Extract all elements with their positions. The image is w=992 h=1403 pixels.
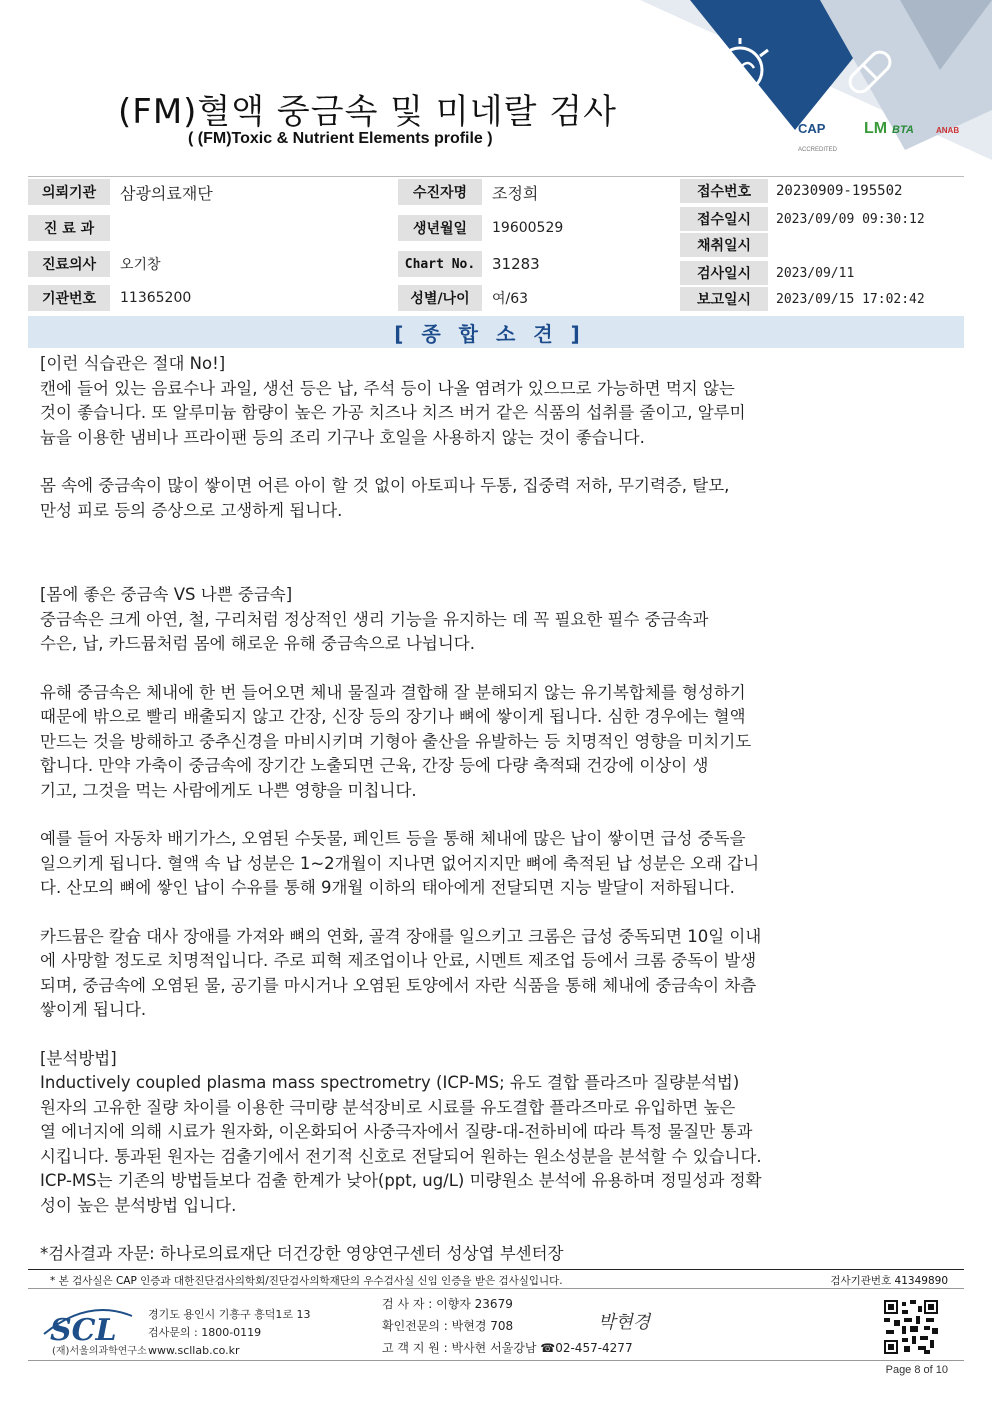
footer-divider: [28, 1269, 964, 1270]
examiner: 검 사 자 : 이향자 23679: [382, 1297, 513, 1311]
doctor-label: 진료의사: [28, 251, 110, 277]
report-title: (FM)혈액 중금속 및 미네랄 검사: [118, 92, 617, 132]
body-line: 만드는 것을 방해하고 중추신경을 마비시키며 기형아 출산을 유발하는 등 치명적인 영향을 미치기도: [40, 731, 752, 751]
anab-logo: ANAB: [936, 126, 960, 135]
patient-info-table: [28, 176, 964, 310]
body-line: 기고, 그것을 먹는 사람에게도 나쁜 영향을 미칩니다.: [40, 780, 417, 800]
body-line: 되며, 중금속에 오염된 물, 공기를 마시거나 오염된 토양에서 자란 식품을 통해 체내에 중금속이 차츰: [40, 975, 757, 995]
confirming-doctor: 확인전문의 : 박현경 708: [382, 1319, 514, 1333]
body-line: 열 에너지에 의해 시료가 원자화, 이온화되어 사중극자에서 질량-대-전하비에 따라 특정 물질만 통과: [40, 1122, 753, 1141]
certification-note: * 본 검사실은 CAP 인증과 대한진단검사의학회/진단검사의학재단의 우수검사실 신임 인증을 받은 검사실입니다.: [50, 1275, 563, 1287]
website-link[interactable]: www.scllab.co.kr: [148, 1344, 240, 1357]
report-subtitle: ( (FM)Toxic & Nutrient Elements profile ): [188, 130, 493, 147]
patient-label: 수진자명: [398, 179, 482, 205]
certification-logos: [798, 120, 968, 152]
body-line: 중금속은 크게 아연, 철, 구리처럼 정상적인 생리 기능을 유지하는 데 꼭 필요한 필수 중금속과: [40, 609, 709, 629]
receipt-date-value: 2023/09/09 09:30:12: [776, 211, 925, 227]
advisor-note: *검사결과 자문: 하나로의료재단 더건강한 영양연구센터 성상엽 부센터장: [40, 1244, 564, 1263]
signatory-block: [382, 1293, 633, 1359]
doctor-value: 오기창: [120, 257, 161, 273]
scl-logo: [40, 1304, 136, 1344]
body-line: 캔에 들어 있는 음료수나 과일, 생선 등은 납, 주석 등이 나올 염려가 있으므로 가능하면 먹지 않는: [40, 378, 735, 398]
body-line: 에 사망할 정도로 치명적입니다. 주로 피혁 제조업이나 안료, 시멘트 제조업 등에서 크롬 중독이 발생: [40, 951, 757, 970]
footer-divider: [28, 1288, 964, 1289]
body-line: 것이 좋습니다. 또 알루미늄 함량이 높은 가공 치즈나 치즈 버거 같은 식품의 섭취를 줄이고, 알루미: [40, 403, 746, 422]
section-heading: [몸에 좋은 중금속 VS 나쁜 중금속]: [40, 585, 293, 604]
body-line: 원자의 고유한 질량 차이를 이용한 극미량 분석장비로 시료를 유도결합 플라즈마로 유입하면 높은: [40, 1097, 736, 1117]
handwritten-signature: 박현경: [598, 1312, 651, 1333]
report-body: [40, 352, 930, 1267]
page-number: Page 8 of 10: [885, 1364, 948, 1376]
bta-logo: BTA: [892, 124, 914, 136]
body-line: 다. 산모의 뼈에 쌓인 납이 수유를 통해 9개월 이하의 태아에게 전달되면 지능 발달이 저하됩니다.: [40, 878, 735, 897]
body-line: 성이 높은 분석방법 입니다.: [40, 1195, 237, 1215]
body-line: 예를 들어 자동차 배기가스, 오염된 수돗물, 페인트 등을 통해 체내에 많은 납이 쌓이면 급성 중독을: [40, 829, 746, 848]
summary-header: [28, 316, 964, 348]
lm-logo: LM: [864, 120, 888, 137]
chart-label: Chart No.: [398, 251, 482, 277]
receipt-no-label: 접수번호: [680, 179, 768, 203]
collect-label: 채취일시: [680, 233, 768, 257]
dept-value: [112, 215, 392, 241]
section-heading: [분석방법]: [40, 1048, 117, 1068]
body-line: 때문에 밖으로 빨리 배출되지 않고 간장, 신장 등의 장기나 뼈에 쌓이게 됩니다. 심한 경우에는 혈액: [40, 707, 746, 726]
org-name: (재)서울의과학연구소: [52, 1346, 147, 1357]
scl-logo-text: SCL: [50, 1313, 117, 1344]
summary-title: [종합소견]: [394, 321, 598, 346]
request-org-value: 삼광의료재단: [120, 183, 213, 203]
sex-age-label: 성별/나이: [398, 285, 482, 311]
address: 경기도 용인시 기흥구 흥덕1로 13: [148, 1308, 311, 1321]
collect-value: [770, 233, 964, 257]
body-line: Inductively coupled plasma mass spectrometry (ICP-MS; 유도 결합 플라즈마 질량분석법): [40, 1073, 740, 1092]
patient-value: 조정희: [492, 183, 539, 203]
report-date-label: 보고일시: [680, 287, 768, 311]
sex-age-value: 여/63: [492, 291, 529, 307]
body-line: 만성 피로 등의 증상으로 고생하게 됩니다.: [40, 500, 343, 520]
birth-value: 19600529: [492, 220, 564, 236]
test-date-label: 검사일시: [680, 261, 768, 285]
institution-code: 검사기관번호 41349890: [830, 1275, 948, 1287]
inquiry-phone: 검사문의 : 1800-0119: [148, 1326, 262, 1339]
section-heading: [이런 식습관은 절대 No!]: [40, 354, 226, 373]
contact-block: [148, 1306, 311, 1360]
body-line: ICP-MS는 기존의 방법들보다 검출 한계가 낮아(ppt, ug/L) 미량원소 분석에 유용하며 정밀성과 정확: [40, 1171, 762, 1190]
birth-label: 생년월일: [398, 215, 482, 241]
report-date-value: 2023/09/15 17:02:42: [776, 291, 925, 307]
body-line: 유해 중금속은 체내에 한 번 들어오면 체내 물질과 결합해 잘 분해되지 않는 유기복합체를 형성하기: [40, 682, 746, 702]
body-line: 시킵니다. 통과된 원자는 검출기에서 전기적 신호로 전달되어 원하는 원소성분을 분석할 수 있습니다.: [40, 1146, 762, 1166]
body-line: 쌓이게 됩니다.: [40, 1000, 147, 1019]
receipt-date-label: 접수일시: [680, 207, 768, 231]
body-line: 일으키게 됩니다. 혈액 속 납 성분은 1~2개월이 지나면 없어지지만 뼈에 축적된 납 성분은 오래 갑니: [40, 853, 760, 873]
customer-support: 고 객 지 원 : 박사현 서울강남 ☎02-457-4277: [382, 1341, 633, 1355]
chart-value: 31283: [492, 255, 540, 273]
qr-code-icon: [884, 1300, 938, 1354]
body-line: 몸 속에 중금속이 많이 쌓이면 어른 아이 할 것 없이 아토피나 두통, 집중력 저하, 무기력증, 탈모,: [40, 476, 730, 495]
body-line: 수은, 납, 카드뮴처럼 몸에 해로운 유해 중금속으로 나뉩니다.: [40, 634, 475, 653]
dept-label: 진 료 과: [28, 215, 110, 241]
body-line: 늄을 이용한 냄비나 프라이팬 등의 조리 기구나 호일을 사용하지 않는 것이 좋습니다.: [40, 427, 645, 447]
cap-logo: CAP ACCREDITED: [798, 121, 838, 153]
body-line: 카드뮴은 칼슘 대사 장애를 가져와 뼈의 연화, 골격 장애를 일으키고 크롬은 급성 중독되면 10일 이내: [40, 926, 762, 946]
test-date-value: 2023/09/11: [776, 265, 855, 281]
receipt-no-value: 20230909-195502: [776, 183, 903, 199]
org-no-label: 기관번호: [28, 285, 110, 311]
request-org-label: 의뢰기관: [28, 179, 110, 205]
footer-divider: [28, 1360, 964, 1361]
org-no-value: 11365200: [120, 290, 192, 306]
body-line: 합니다. 만약 가축이 중금속에 장기간 노출되면 근육, 간장 등에 다량 축적돼 건강에 이상이 생: [40, 756, 709, 775]
